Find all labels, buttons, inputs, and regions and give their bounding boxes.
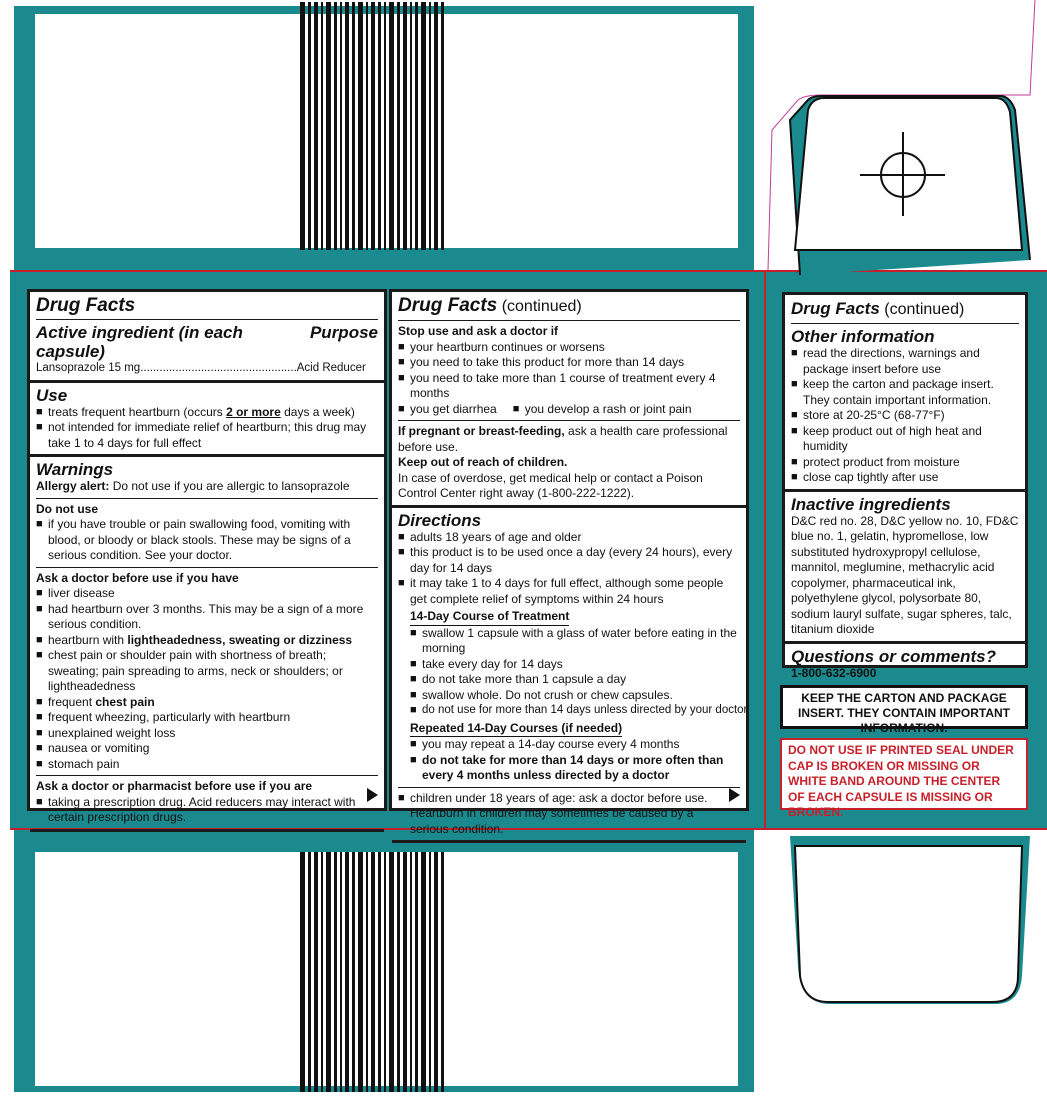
drug-facts-panel-2: [389, 289, 749, 836]
ask-doctor-item: ■ frequent chest pain: [36, 695, 378, 711]
allergy-alert: Allergy alert: Do not use if you are allergic to lansoprazole: [36, 479, 350, 493]
active-ingredient-line: Lansoprazole 15 mg.................................................Acid Reducer: [36, 362, 366, 374]
ask-pharmacist-item: ■ taking a prescription drug. Acid reducers may interact with certain prescription drugs.: [36, 795, 378, 826]
course-item: ■ swallow 1 capsule with a glass of water before eating in the morning: [410, 626, 740, 657]
active-ingredient-heading: Active ingredient (in each capsule): [36, 323, 243, 361]
ask-doctor-item: ■ heartburn with lightheadedness, sweating or dizziness: [36, 633, 378, 649]
stop-use-item: ■ you get diarrhea: [398, 402, 497, 418]
right-top-tuck-flap: [760, 0, 1047, 280]
ask-doctor-item: ■ had heartburn over 3 months. This may be a sign of a more serious condition.: [36, 602, 378, 633]
other-info-item: ■ store at 20-25°C (68-77°F): [791, 408, 1019, 424]
inactive-ingredients-text: D&C red no. 28, D&C yellow no. 10, FD&C blue no. 1, gelatin, hypromellose, low substituted hydroxypropyl cellulose, mannitol, meglumine, methacrylic acid copolymer, pharmaceutical ink, polyethylene glycol, polysorbate 80, sodium lauryl sulfate, sugar spheres, talc, titanium dioxide: [791, 513, 1019, 636]
ask-doctor-item: ■ frequent wheezing, particularly with heartburn: [36, 710, 378, 726]
pregnancy-warning: If pregnant or breast-feeding, ask a health care professional before use.: [398, 424, 728, 454]
active-ingredient-section: [30, 292, 384, 383]
drug-facts-panel-3: [782, 292, 1028, 680]
use-item: ■ treats frequent heartburn (occurs 2 or more days a week): [36, 405, 378, 421]
ask-doctor-item: ■ chest pain or shoulder pain with shortness of breath; sweating; pain spreading to arms, neck or shoulders; or lightheadedness: [36, 648, 378, 695]
inactive-ingredients-heading: Inactive ingredients: [791, 494, 951, 514]
ask-doctor-heading: Ask a doctor before use if you have: [36, 570, 239, 585]
course-heading: 14-Day Course of Treatment: [410, 609, 569, 626]
use-section: [30, 383, 384, 458]
course-item: ■ take every day for 14 days: [410, 657, 740, 673]
ask-doctor-item: ■ liver disease: [36, 586, 378, 602]
stop-use-item: ■ your heartburn continues or worsens: [398, 340, 740, 356]
directions-item: ■ it may take 1 to 4 days for full effect, although some people get complete relief of symptoms within 24 hours: [398, 576, 740, 607]
course-item: ■ swallow whole. Do not crush or chew capsules.: [410, 688, 740, 704]
stop-use-heading: Stop use and ask a doctor if: [398, 324, 559, 338]
overdose-text: In case of overdose, get medical help or contact a Poison Control Center right away (1-800-222-1222).: [398, 470, 703, 500]
do-not-use-item: ■ if you have trouble or pain swallowing food, vomiting with blood, or bloody or black stools. These may be signs of a serious condition. See your doctor.: [36, 517, 378, 564]
drug-facts-title: Drug Facts: [36, 295, 136, 316]
phone-number: 1-800-632-6900: [791, 665, 877, 680]
children-item: ■ children under 18 years of age: ask a doctor before use. Heartburn in children may sometimes be caused by a serious condition.: [398, 791, 740, 838]
continue-arrow-icon: [729, 788, 740, 802]
other-info-item: ■ read the directions, warnings and package insert before use: [791, 346, 1019, 377]
do-not-use-heading: Do not use: [36, 501, 98, 516]
other-info-item: ■ close cap tightly after use: [791, 470, 1019, 486]
questions-section: [785, 644, 1025, 685]
drug-facts-title: Drug Facts (continued): [791, 299, 965, 318]
directions-item: ■ this product is to be used once a day (every 24 hours), every day for 14 days: [398, 545, 740, 576]
ask-doctor-item: ■ stomach pain: [36, 757, 378, 773]
course-item: ■ do not use for more than 14 days unless directed by your doctor: [410, 703, 740, 719]
stop-use-item: ■ you need to take more than 1 course of treatment every 4 months: [398, 371, 740, 402]
continue-arrow-icon: [367, 788, 378, 802]
repeat-item: ■ do not take for more than 14 days or more often than every 4 months unless directed by a doctor: [410, 753, 740, 784]
directions-heading: Directions: [398, 510, 482, 530]
stop-use-section: [392, 292, 746, 508]
divider: [36, 319, 378, 320]
other-information-heading: Other information: [791, 327, 935, 346]
warnings-section: [30, 457, 384, 832]
barcode-bottom: [300, 852, 465, 1092]
other-information-section: [785, 295, 1025, 492]
stop-use-item: ■ you develop a rash or joint pain: [513, 402, 692, 418]
purpose-heading: Purpose: [309, 323, 378, 342]
seal-warning-notice: DO NOT USE IF PRINTED SEAL UNDER CAP IS BROKEN OR MISSING OR WHITE BAND AROUND THE CENTER OF EACH CAPSULE IS MISSING OR BROKEN.: [780, 738, 1028, 810]
right-bottom-tuck-flap: [760, 826, 1047, 1096]
fold-line-middle: [764, 270, 766, 830]
use-heading: Use: [36, 385, 68, 405]
directions-section: [392, 508, 746, 844]
questions-heading: Questions or comments?: [791, 646, 996, 666]
barcode-top: [300, 2, 465, 250]
ask-doctor-item: ■ unexplained weight loss: [36, 726, 378, 742]
other-info-item: ■ keep the carton and package insert. They contain important information.: [791, 377, 1019, 408]
ask-doctor-item: ■ nausea or vomiting: [36, 741, 378, 757]
repeat-item: ■ you may repeat a 14-day course every 4 months: [410, 737, 740, 753]
course-item: ■ do not take more than 1 capsule a day: [410, 672, 740, 688]
other-info-item: ■ protect product from moisture: [791, 455, 1019, 471]
ask-pharmacist-heading: Ask a doctor or pharmacist before use if you are: [36, 779, 313, 793]
keep-carton-notice: KEEP THE CARTON AND PACKAGE INSERT. THEY CONTAIN IMPORTANT INFORMATION.: [780, 685, 1028, 729]
keep-out-of-reach: Keep out of reach of children.: [398, 455, 568, 469]
stop-use-item: ■ you need to take this product for more than 14 days: [398, 355, 740, 371]
use-item: ■ not intended for immediate relief of heartburn; this drug may take 1 to 4 days for full effect: [36, 420, 378, 451]
repeat-heading: Repeated 14-Day Courses (if needed): [410, 721, 622, 738]
inactive-ingredients-section: [785, 492, 1025, 644]
drug-facts-panel-1: [27, 289, 387, 824]
drug-facts-title: Drug Facts (continued): [398, 295, 582, 316]
warnings-heading: Warnings: [36, 460, 114, 479]
directions-item: ■ adults 18 years of age and older: [398, 530, 740, 546]
other-info-item: ■ keep product out of high heat and humidity: [791, 424, 1019, 455]
